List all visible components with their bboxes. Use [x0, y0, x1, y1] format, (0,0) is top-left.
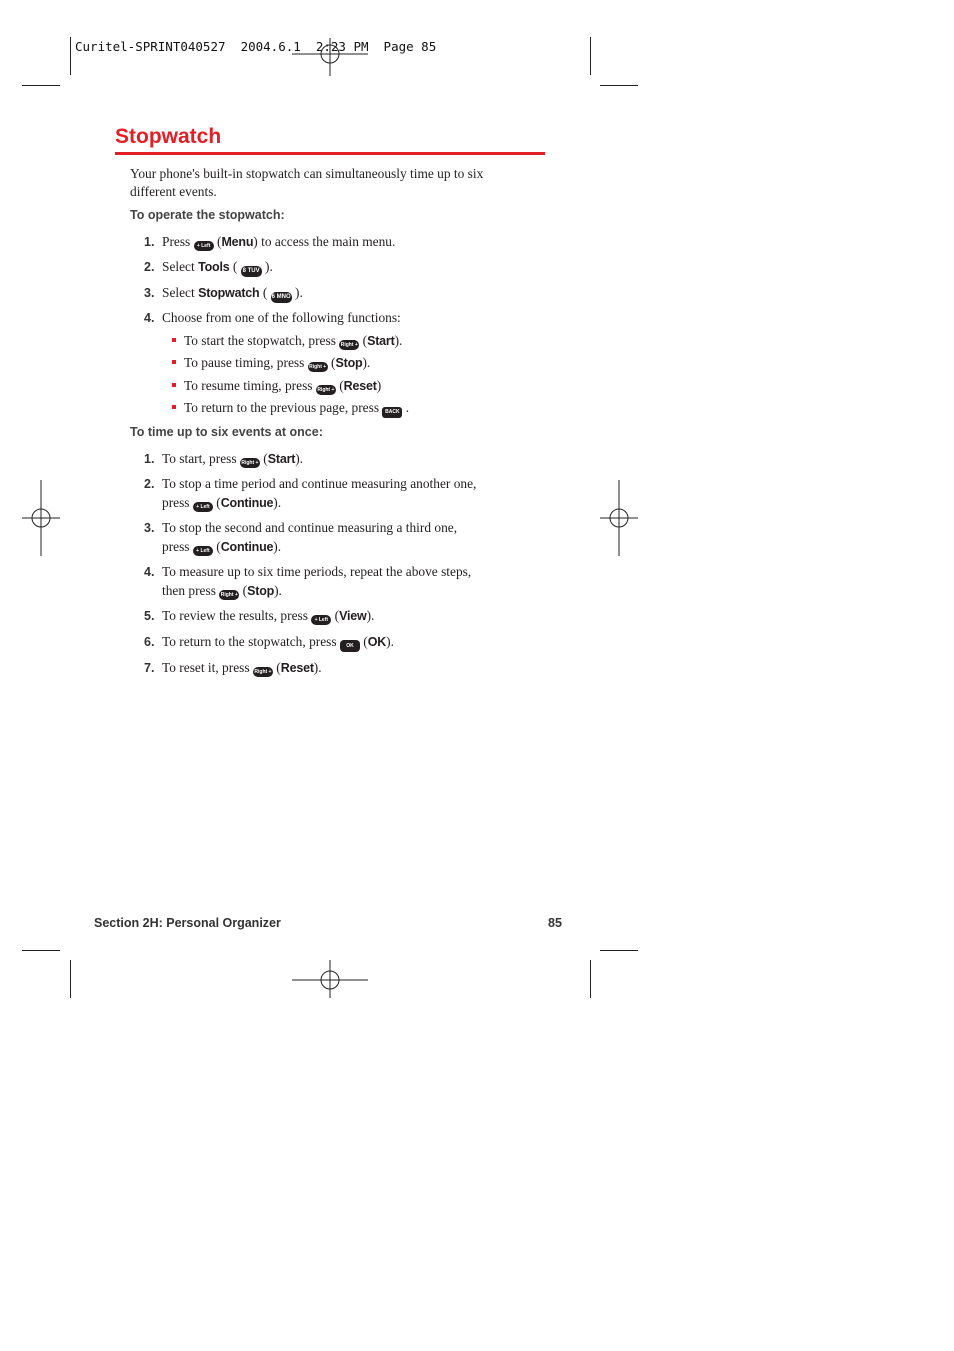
ui-label: OK: [367, 635, 387, 649]
step-number: 4.: [144, 565, 155, 579]
ui-label: Reset: [280, 661, 314, 675]
step-item: [144, 309, 401, 327]
step-text: ).: [386, 634, 394, 649]
registration-mark-icon: [20, 478, 62, 558]
ui-label: Continue: [220, 540, 274, 554]
bullet-item: [172, 377, 381, 395]
step-text: Choose from one of the following functions:: [162, 310, 401, 325]
step-text: ).: [366, 608, 375, 623]
step-item: [144, 450, 303, 468]
step-number: 5.: [144, 609, 155, 623]
step-text: ).: [273, 539, 282, 554]
step-text: ).: [274, 583, 282, 598]
step-text: ).: [295, 451, 304, 466]
bullet-text: ).: [362, 355, 371, 370]
bullet-item: [172, 399, 409, 418]
ui-label: Stop: [247, 584, 275, 598]
step-number: 6.: [144, 635, 155, 649]
step-text: ).: [313, 660, 322, 675]
step-number: 7.: [144, 661, 155, 675]
left-softkey-icon: + Left: [193, 546, 213, 556]
crop-mark: [600, 950, 638, 951]
step-text: (: [212, 495, 221, 510]
bullet-text: To resume timing, press: [184, 378, 313, 393]
bullet-icon: [172, 383, 176, 387]
step-item: [144, 284, 303, 303]
right-softkey-icon: Right +: [254, 669, 272, 675]
keypad-8-icon: 8 TUV: [241, 266, 262, 277]
step-text: then press: [162, 583, 216, 598]
step-text: (: [259, 285, 268, 300]
page-title: Stopwatch: [115, 125, 222, 148]
step-text: (: [229, 259, 238, 274]
right-softkey-icon: Right +: [317, 387, 335, 393]
step-item: [144, 233, 395, 251]
step-number: 1.: [144, 235, 155, 249]
print-slug: Curitel-SPRINT040527 2004.6.1 2:23 PM Page 85: [75, 39, 437, 54]
registration-mark-icon: [290, 958, 370, 1000]
ui-label: Stop: [335, 356, 363, 370]
intro-line: Your phone's built-in stopwatch can simultaneously time up to six: [130, 166, 484, 181]
step-continuation: [162, 582, 282, 600]
bullet-text: ): [376, 378, 382, 393]
step-text: To start, press: [162, 451, 237, 466]
step-text: Select: [162, 259, 195, 274]
step-text: To return to the stopwatch, press: [162, 634, 337, 649]
step-text: (: [359, 634, 368, 649]
footer-section: Section 2H: Personal Organizer: [94, 916, 281, 930]
bullet-text: .: [402, 400, 410, 415]
bullet-text: To return to the previous page, press: [184, 400, 380, 415]
bullet-text: (: [335, 378, 344, 393]
back-key-icon: BACK: [382, 407, 402, 418]
bullet-text: To start the stopwatch, press: [184, 333, 336, 348]
bullet-item: [172, 354, 370, 372]
step-item: [144, 258, 273, 277]
crop-mark: [590, 960, 591, 998]
left-softkey-icon: + Left: [311, 615, 331, 625]
step-text: (: [213, 234, 222, 249]
bullet-text: (: [327, 355, 336, 370]
step-text: To measure up to six time periods, repeat the above steps,: [162, 564, 472, 579]
ui-label: Continue: [220, 496, 274, 510]
step-text: press: [162, 495, 190, 510]
ui-label: Stopwatch: [198, 286, 260, 300]
step-text: (: [331, 608, 340, 623]
registration-mark-icon: [290, 36, 370, 78]
step-number: 2.: [144, 260, 155, 274]
ui-label: Reset: [343, 379, 377, 393]
page-number: 85: [548, 916, 562, 930]
ui-label: Menu: [221, 235, 254, 249]
ui-label: Start: [267, 452, 296, 466]
step-text: (: [239, 583, 248, 598]
bullet-text: ).: [394, 333, 403, 348]
intro-line: different events.: [130, 184, 217, 199]
bullet-text: To pause timing, press: [184, 355, 305, 370]
left-softkey-icon: + Left: [194, 241, 214, 251]
step-item: [144, 563, 471, 581]
bullet-text: (: [359, 333, 368, 348]
ui-label: Tools: [198, 260, 230, 274]
step-text: To review the results, press: [162, 608, 308, 623]
step-text: Select: [162, 285, 195, 300]
crop-mark: [22, 950, 60, 951]
left-softkey-icon: + Left: [193, 502, 213, 512]
step-number: 3.: [144, 521, 155, 535]
step-number: 1.: [144, 452, 155, 466]
step-number: 2.: [144, 477, 155, 491]
step-continuation: [162, 538, 281, 556]
right-softkey-icon: Right +: [340, 342, 358, 348]
intro-paragraph: [130, 165, 540, 201]
step-text: ) to access the main menu.: [253, 234, 396, 249]
step-text: ).: [273, 495, 282, 510]
right-softkey-icon: Right +: [220, 592, 238, 598]
crop-mark: [590, 37, 591, 75]
step-continuation: [162, 494, 281, 512]
six-events-heading: To time up to six events at once:: [130, 425, 323, 439]
step-number: 3.: [144, 286, 155, 300]
ui-label: Start: [367, 334, 395, 348]
registration-mark-icon: [598, 478, 640, 558]
crop-mark: [22, 85, 60, 86]
bullet-icon: [172, 360, 176, 364]
step-text: (: [272, 660, 281, 675]
step-text: ).: [291, 285, 303, 300]
ui-label: View: [339, 609, 367, 623]
step-item: [144, 475, 476, 493]
bullet-icon: [172, 405, 176, 409]
step-item: [144, 519, 457, 537]
step-text: Press: [162, 234, 191, 249]
crop-mark: [70, 960, 71, 998]
ok-key-icon: OK: [340, 640, 360, 652]
step-text: To reset it, press: [162, 660, 250, 675]
step-text: (: [212, 539, 221, 554]
crop-mark: [600, 85, 638, 86]
bullet-item: [172, 332, 402, 350]
crop-mark: [70, 37, 71, 75]
step-item: [144, 607, 374, 625]
step-text: To stop the second and continue measuring a third one,: [162, 520, 458, 535]
step-item: [144, 633, 394, 652]
right-softkey-icon: Right +: [309, 364, 327, 370]
operate-heading: To operate the stopwatch:: [130, 208, 285, 222]
bullet-icon: [172, 338, 176, 342]
keypad-6-icon: 6 MNO: [271, 292, 292, 303]
step-text: press: [162, 539, 190, 554]
step-text: (: [259, 451, 268, 466]
title-underline: [115, 152, 545, 155]
step-item: [144, 659, 322, 677]
right-softkey-icon: Right +: [241, 460, 259, 466]
step-number: 4.: [144, 311, 155, 325]
step-text: ).: [261, 259, 273, 274]
step-text: To stop a time period and continue measuring another one,: [162, 476, 477, 491]
